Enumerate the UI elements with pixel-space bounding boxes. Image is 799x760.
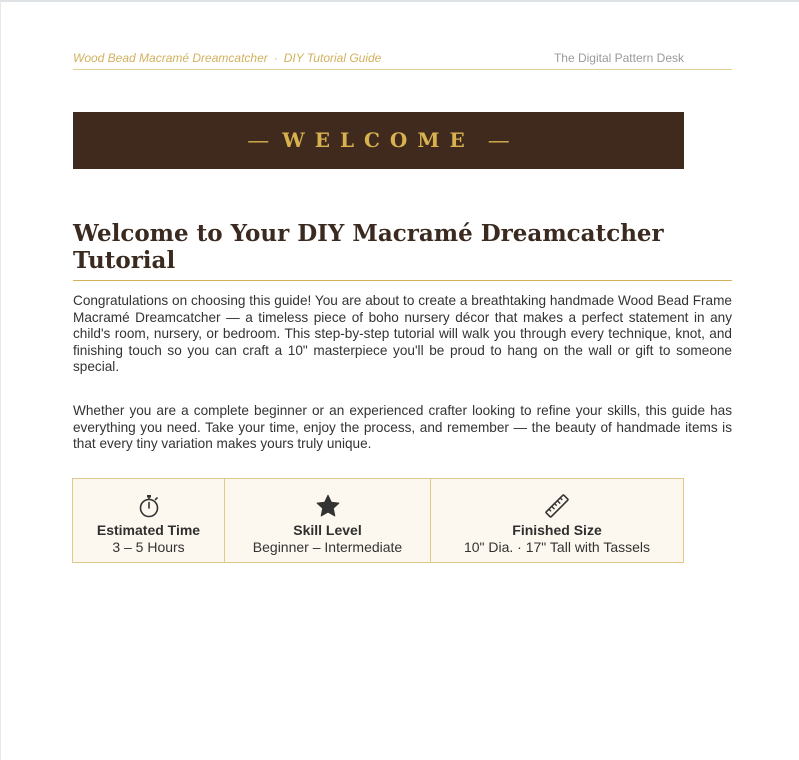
project-info-table bbox=[72, 478, 684, 563]
banner-label: WELCOME bbox=[282, 128, 475, 152]
info-label: Skill Level bbox=[293, 522, 362, 538]
page-title: Welcome to Your DIY Macramé Dreamcatcher Tutorial bbox=[73, 220, 732, 281]
intro-paragraph: Congratulations on choosing this guide! You are about to create a breathtaking handmade Wood Bead Frame Macramé Dreamcatcher — a timeless piece of boho nursery décor that makes a perfect statement in any child's room, nursery, or bedroom. This step-by-step tutorial will walk you through every technique, knot, and finishing touch so you can craft a 10" masterpiece you'll be proud to hang on the wall or gift to someone special. bbox=[73, 293, 732, 374]
welcome-banner bbox=[73, 112, 684, 169]
info-value: 10" Dia. · 17" Tall with Tassels bbox=[463, 539, 651, 555]
publisher-name: The Digital Pattern Desk bbox=[553, 51, 684, 65]
welcome-banner-text bbox=[234, 128, 523, 153]
banner-dash-left: — bbox=[248, 130, 269, 152]
info-label: Finished Size bbox=[512, 522, 602, 538]
running-header-left bbox=[73, 51, 381, 65]
info-cell-time bbox=[73, 479, 225, 562]
encouragement-paragraph: Whether you are a complete beginner or an experienced crafter looking to refine your skills, this guide has everything you need. Take your time, enjoy the process, and remember — the beauty of handmade items is that every tiny variation makes yours truly unique. bbox=[73, 403, 732, 451]
star-icon bbox=[315, 493, 341, 519]
info-cell-size bbox=[431, 479, 683, 562]
info-cell-skill bbox=[225, 479, 431, 562]
document-title: Wood Bead Macramé Dreamcatcher bbox=[73, 51, 268, 65]
header-separator: · bbox=[273, 51, 278, 65]
info-label: Estimated Time bbox=[96, 522, 201, 538]
info-value: 3 – 5 Hours bbox=[112, 539, 185, 555]
banner-dash-right: — bbox=[488, 130, 509, 152]
stopwatch-icon bbox=[136, 493, 162, 519]
ruler-icon bbox=[544, 493, 570, 519]
running-header bbox=[73, 50, 732, 70]
info-value: Beginner – Intermediate bbox=[252, 539, 403, 555]
document-subtitle: DIY Tutorial Guide bbox=[283, 51, 382, 65]
